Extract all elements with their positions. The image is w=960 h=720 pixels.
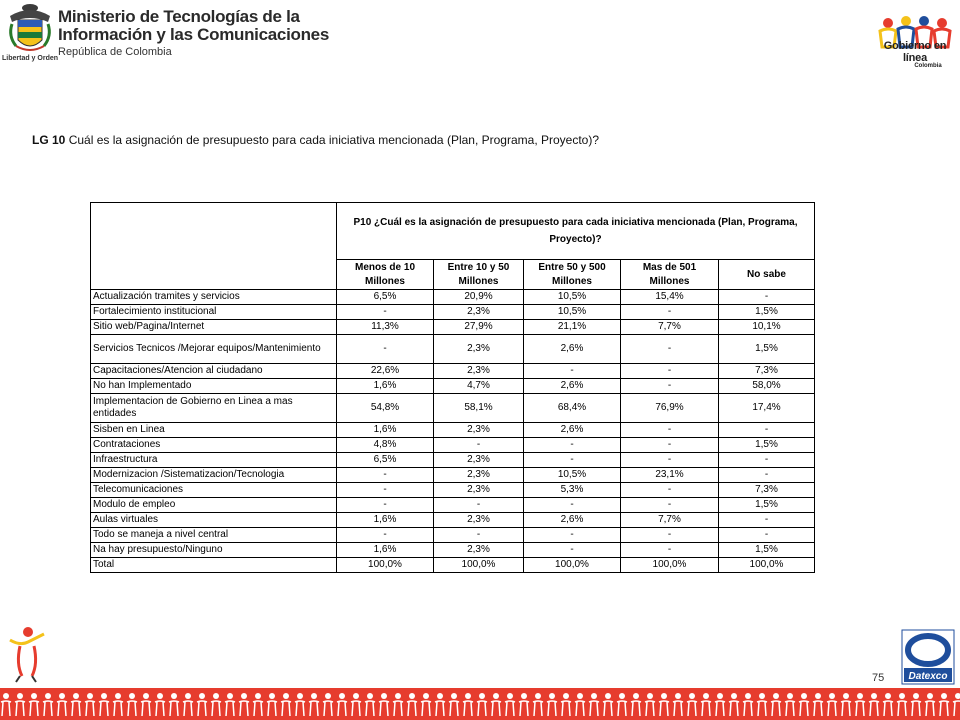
value-cell: 21,1%	[524, 320, 621, 335]
person-pattern-icon	[43, 693, 53, 716]
value-cell: 7,3%	[719, 483, 815, 498]
person-pattern-icon	[253, 693, 263, 716]
value-cell: 5,3%	[524, 483, 621, 498]
person-pattern-icon	[141, 693, 151, 716]
person-pattern-icon	[15, 693, 25, 716]
person-pattern-icon	[29, 693, 39, 716]
row-label-cell: Contrataciones	[91, 438, 337, 453]
value-cell: -	[337, 335, 434, 364]
person-pattern-icon	[953, 693, 960, 716]
table-row	[91, 528, 815, 543]
value-cell: 2,3%	[434, 335, 524, 364]
person-pattern-icon	[673, 693, 683, 716]
value-cell: -	[524, 543, 621, 558]
ministry-line-1: Ministerio de Tecnologías de la	[58, 7, 300, 26]
person-pattern-icon	[309, 693, 319, 716]
person-pattern-icon	[183, 693, 193, 716]
results-table-container	[90, 202, 815, 573]
value-cell: -	[434, 438, 524, 453]
column-header: Entre 50 y 500 Millones	[524, 260, 621, 290]
value-cell: 68,4%	[524, 394, 621, 423]
value-cell: -	[621, 423, 719, 438]
value-cell: 1,6%	[337, 423, 434, 438]
person-pattern-icon	[645, 693, 655, 716]
footer-band	[0, 688, 960, 720]
row-label-cell: Aulas virtuales	[91, 513, 337, 528]
value-cell: 1,6%	[337, 513, 434, 528]
gobierno-en-linea-wordmark	[874, 40, 956, 69]
person-pattern-icon	[421, 693, 431, 716]
person-pattern-icon	[169, 693, 179, 716]
value-cell: -	[621, 364, 719, 379]
value-cell: -	[719, 468, 815, 483]
person-pattern-icon	[113, 693, 123, 716]
row-label-cell: Capacitaciones/Atencion al ciudadano	[91, 364, 337, 379]
value-cell: 15,4%	[621, 290, 719, 305]
value-cell: 1,5%	[719, 498, 815, 513]
value-cell: -	[524, 453, 621, 468]
value-cell: -	[337, 483, 434, 498]
value-cell: 6,5%	[337, 290, 434, 305]
person-pattern-icon	[365, 693, 375, 716]
value-cell: 2,3%	[434, 483, 524, 498]
row-label-cell: Servicios Tecnicos /Mejorar equipos/Mantenimiento	[91, 335, 337, 364]
person-pattern-icon	[477, 693, 487, 716]
value-cell: 1,6%	[337, 379, 434, 394]
person-pattern-icon	[519, 693, 529, 716]
table-row	[91, 468, 815, 483]
person-pattern-icon	[855, 693, 865, 716]
value-cell: -	[524, 438, 621, 453]
value-cell: 27,9%	[434, 320, 524, 335]
value-cell: 100,0%	[621, 558, 719, 573]
ministry-name	[58, 8, 329, 59]
value-cell: 100,0%	[719, 558, 815, 573]
row-label-cell: Total	[91, 558, 337, 573]
person-pattern-icon	[757, 693, 767, 716]
person-pattern-icon	[659, 693, 669, 716]
column-header: Entre 10 y 50 Millones	[434, 260, 524, 290]
person-pattern-icon	[211, 693, 221, 716]
person-pattern-icon	[701, 693, 711, 716]
person-pattern-icon	[155, 693, 165, 716]
table-row	[91, 320, 815, 335]
value-cell: 2,3%	[434, 305, 524, 320]
row-label-cell: Infraestructura	[91, 453, 337, 468]
question-text: Cuál es la asignación de presupuesto para cada iniciativa mencionada (Plan, Programa, Proyecto)?	[68, 133, 600, 147]
person-pattern-icon	[337, 693, 347, 716]
table-row	[91, 290, 815, 305]
corner-header-cell	[91, 203, 337, 290]
page-header	[0, 0, 960, 90]
datexco-wordmark: Datexco	[908, 671, 948, 682]
value-cell: 7,7%	[621, 320, 719, 335]
person-pattern-icon	[575, 693, 585, 716]
main-header-cell: P10 ¿Cuál es la asignación de presupuesto para cada iniciativa mencionada (Plan, Programa, Proyecto)?	[337, 203, 815, 260]
page-number: 75	[872, 672, 885, 684]
value-cell: -	[337, 528, 434, 543]
question-code: LG 10	[32, 133, 66, 147]
value-cell: 6,5%	[337, 453, 434, 468]
person-pattern-icon	[239, 693, 249, 716]
value-cell: -	[719, 513, 815, 528]
value-cell: 4,7%	[434, 379, 524, 394]
value-cell: -	[719, 423, 815, 438]
value-cell: -	[524, 528, 621, 543]
people-pattern-icon	[0, 688, 960, 720]
ministry-line-2: Información y las Comunicaciones	[58, 25, 329, 44]
person-pattern-icon	[267, 693, 277, 716]
person-pattern-icon	[813, 693, 823, 716]
person-pattern-icon	[603, 693, 613, 716]
value-cell: 10,5%	[524, 290, 621, 305]
value-cell: 100,0%	[524, 558, 621, 573]
person-pattern-icon	[729, 693, 739, 716]
row-label-cell: Modulo de empleo	[91, 498, 337, 513]
person-pattern-icon	[295, 693, 305, 716]
gob-title: Gobierno en línea	[883, 40, 947, 64]
table-row	[91, 498, 815, 513]
gob-country: Colombia	[914, 63, 942, 69]
person-pattern-icon	[547, 693, 557, 716]
value-cell: 54,8%	[337, 394, 434, 423]
person-pattern-icon	[407, 693, 417, 716]
person-pattern-icon	[463, 693, 473, 716]
value-cell: 17,4%	[719, 394, 815, 423]
person-pattern-icon	[393, 693, 403, 716]
person-pattern-icon	[57, 693, 67, 716]
person-pattern-icon	[911, 693, 921, 716]
question-title	[32, 133, 599, 147]
person-pattern-icon	[379, 693, 389, 716]
table-body	[91, 290, 815, 573]
person-pattern-icon	[715, 693, 725, 716]
value-cell: -	[337, 305, 434, 320]
person-pattern-icon	[841, 693, 851, 716]
person-pattern-icon	[85, 693, 95, 716]
value-cell: -	[621, 543, 719, 558]
table-row	[91, 394, 815, 423]
value-cell: 1,5%	[719, 335, 815, 364]
value-cell: 1,5%	[719, 305, 815, 320]
results-table	[90, 202, 815, 573]
person-pattern-icon	[323, 693, 333, 716]
value-cell: -	[621, 379, 719, 394]
table-row	[91, 558, 815, 573]
person-pattern-icon	[99, 693, 109, 716]
value-cell: 2,3%	[434, 364, 524, 379]
person-pattern-icon	[561, 693, 571, 716]
person-pattern-icon	[869, 693, 879, 716]
value-cell: 2,3%	[434, 468, 524, 483]
person-pattern-icon	[687, 693, 697, 716]
table-row	[91, 543, 815, 558]
table-row	[91, 379, 815, 394]
table-row	[91, 423, 815, 438]
person-pattern-icon	[505, 693, 515, 716]
person-pattern-icon	[281, 693, 291, 716]
person-pattern-icon	[939, 693, 949, 716]
value-cell: 10,5%	[524, 305, 621, 320]
value-cell: -	[524, 498, 621, 513]
value-cell: 100,0%	[434, 558, 524, 573]
value-cell: 2,6%	[524, 423, 621, 438]
value-cell: -	[719, 453, 815, 468]
person-pattern-icon	[71, 693, 81, 716]
value-cell: 2,6%	[524, 513, 621, 528]
value-cell: 2,6%	[524, 335, 621, 364]
datexco-logo-icon	[900, 628, 956, 686]
person-pattern-icon	[771, 693, 781, 716]
value-cell: 7,3%	[719, 364, 815, 379]
person-pattern-icon	[127, 693, 137, 716]
value-cell: 20,9%	[434, 290, 524, 305]
value-cell: 58,1%	[434, 394, 524, 423]
value-cell: 2,3%	[434, 423, 524, 438]
person-pattern-icon	[225, 693, 235, 716]
person-pattern-icon	[631, 693, 641, 716]
person-pattern-icon	[491, 693, 501, 716]
person-pattern-icon	[827, 693, 837, 716]
value-cell: -	[621, 335, 719, 364]
value-cell: 2,3%	[434, 453, 524, 468]
row-label-cell: Fortalecimiento institucional	[91, 305, 337, 320]
person-pattern-icon	[449, 693, 459, 716]
value-cell: -	[434, 528, 524, 543]
person-pattern-icon	[533, 693, 543, 716]
value-cell: -	[337, 468, 434, 483]
person-pattern-icon	[743, 693, 753, 716]
value-cell: 76,9%	[621, 394, 719, 423]
person-pattern-icon	[197, 693, 207, 716]
value-cell: 100,0%	[337, 558, 434, 573]
person-pattern-icon	[589, 693, 599, 716]
value-cell: -	[621, 483, 719, 498]
value-cell: -	[621, 305, 719, 320]
table-row	[91, 335, 815, 364]
person-pattern-icon	[435, 693, 445, 716]
row-label-cell: No han Implementado	[91, 379, 337, 394]
value-cell: 10,5%	[524, 468, 621, 483]
value-cell: 4,8%	[337, 438, 434, 453]
value-cell: 2,3%	[434, 543, 524, 558]
table-row	[91, 305, 815, 320]
value-cell: 23,1%	[621, 468, 719, 483]
value-cell: 58,0%	[719, 379, 815, 394]
row-label-cell: Na hay presupuesto/Ninguno	[91, 543, 337, 558]
value-cell: -	[621, 438, 719, 453]
person-pattern-icon	[785, 693, 795, 716]
person-pattern-icon	[883, 693, 893, 716]
table-row	[91, 364, 815, 379]
row-label-cell: Modernizacion /Sistematizacion/Tecnologia	[91, 468, 337, 483]
person-pattern-icon	[1, 693, 11, 716]
ministry-line-3: República de Colombia	[58, 46, 172, 58]
value-cell: 2,6%	[524, 379, 621, 394]
value-cell: -	[621, 528, 719, 543]
value-cell: 1,5%	[719, 438, 815, 453]
person-pattern-icon	[799, 693, 809, 716]
person-pattern-icon	[925, 693, 935, 716]
row-label-cell: Sisben en Linea	[91, 423, 337, 438]
table-row	[91, 453, 815, 468]
value-cell: 7,7%	[621, 513, 719, 528]
value-cell: -	[524, 364, 621, 379]
person-pattern-icon	[351, 693, 361, 716]
column-header: Mas de 501 Millones	[621, 260, 719, 290]
value-cell: -	[434, 498, 524, 513]
table-row	[91, 438, 815, 453]
table-row	[91, 483, 815, 498]
table-row	[91, 513, 815, 528]
row-label-cell: Actualización tramites y servicios	[91, 290, 337, 305]
person-figure-icon	[6, 624, 48, 684]
value-cell: -	[337, 498, 434, 513]
person-pattern-icon	[617, 693, 627, 716]
value-cell: 2,3%	[434, 513, 524, 528]
value-cell: -	[621, 498, 719, 513]
row-label-cell: Todo se maneja a nivel central	[91, 528, 337, 543]
row-label-cell: Sitio web/Pagina/Internet	[91, 320, 337, 335]
value-cell: -	[719, 290, 815, 305]
row-label-cell: Implementacion de Gobierno en Linea a mas entidades	[91, 394, 337, 423]
value-cell: -	[719, 528, 815, 543]
value-cell: 11,3%	[337, 320, 434, 335]
motto: Libertad y Orden	[2, 55, 59, 62]
row-label-cell: Telecomunicaciones	[91, 483, 337, 498]
value-cell: 1,6%	[337, 543, 434, 558]
column-header: Menos de 10 Millones	[337, 260, 434, 290]
column-header: No sabe	[719, 260, 815, 290]
value-cell: 1,5%	[719, 543, 815, 558]
person-pattern-icon	[897, 693, 907, 716]
value-cell: -	[621, 453, 719, 468]
value-cell: 10,1%	[719, 320, 815, 335]
value-cell: 22,6%	[337, 364, 434, 379]
